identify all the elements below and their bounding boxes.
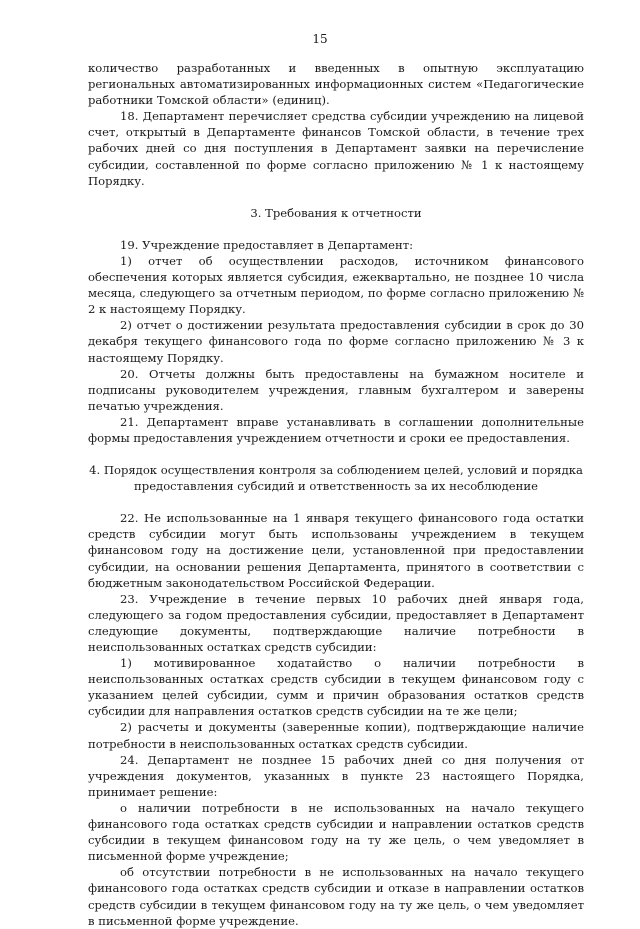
paragraph-continuation: количество разработанных и введенных в опытную эксплуатацию региональных автоматизированных информационных систем «Педагогические работники Томской области» (единиц). — [88, 61, 584, 108]
paragraph-19-item-2: 2) отчет о достижении результата предоставления субсидии в срок до 30 декабря текущего финансового года по форме согласно приложению № 3 к настоящему Порядку. — [88, 318, 584, 365]
document-body — [88, 60, 584, 929]
paragraph-24: 24. Департамент не позднее 15 рабочих дней со дня получения от учреждения документов, указанных в пункте 23 настоящего Порядка, принимает решение: — [88, 752, 584, 799]
paragraph-20: 20. Отчеты должны быть предоставлены на бумажном носителе и подписаны руководителем учреждения, главным бухгалтером и заверены печатью учреждения. — [88, 366, 584, 413]
paragraph-24-option-1: о наличии потребности в не использованных на начало текущего финансового года остатках средств субсидии и направлении остатков средств субсидии в текущем финансовом году на ту же цель, о чем уведомляет в письменной форме учреждение; — [88, 800, 584, 864]
paragraph-18: 18. Департамент перечисляет средства субсидии учреждению на лицевой счет, открытый в Департаменте финансов Томской области, в течение трех рабочих дней со дня поступления в Департамент заявки на перечисление субсидии, составленной по форме согласно приложению № 1 к настоящему Порядку. — [88, 109, 584, 188]
page-number: 15 — [312, 32, 328, 46]
section-heading-3: 3. Требования к отчетности — [250, 205, 422, 220]
paragraph-23: 23. Учреждение в течение первых 10 рабочих дней января года, следующего за годом предоставления субсидии, предоставляет в Департамент следующие документы, подтверждающие наличие потребности в неиспользованных остатках средств субсидии: — [88, 591, 584, 654]
paragraph-21: 21. Департамент вправе устанавливать в соглашении дополнительные формы предоставления учреждением отчетности и сроки ее предоставления. — [88, 414, 584, 445]
paragraph-19: 19. Учреждение предоставляет в Департамент: — [120, 237, 414, 252]
paragraph-23-item-2: 2) расчеты и документы (заверенные копии), подтверждающие наличие потребности в неиспользованных остатках средств субсидии. — [88, 720, 584, 751]
paragraph-22: 22. Не использованные на 1 января текущего финансового года остатки средств субсидии могут быть использованы учреждением в текущем финансовом году на достижение цели, установленной при предоставлении субсидии, на основании решения Департамента, принятого в соответствии с бюджетным законодательством Российской Федерации. — [88, 511, 584, 590]
paragraph-24-option-2: об отсутствии потребности в не использованных на начало текущего финансового года остатках средств субсидии и отказе в направлении остатков средств субсидии в текущем финансовом году на ту же цель, о чем уведомляет в письменной форме учреждение. — [88, 865, 584, 928]
section-heading-4: 4. Порядок осуществления контроля за соблюдением целей, условий и порядка предоставления субсидий и ответственность за их несоблюдение — [89, 463, 583, 494]
paragraph-23-item-1: 1) мотивированное ходатайство о наличии потребности в неиспользованных остатках средств субсидии в текущем финансовом году с указанием целей субсидии, сумм и причин образования остатков средств субсидии для направления остатков средств субсидии на те же цели; — [88, 656, 584, 719]
paragraph-19-item-1: 1) отчет об осуществлении расходов, источником финансового обеспечения которых является субсидия, ежеквартально, не позднее 10 числа месяца, следующего за отчетным периодом, по форме согласно приложению № 2 к настоящему Порядку. — [88, 253, 584, 317]
